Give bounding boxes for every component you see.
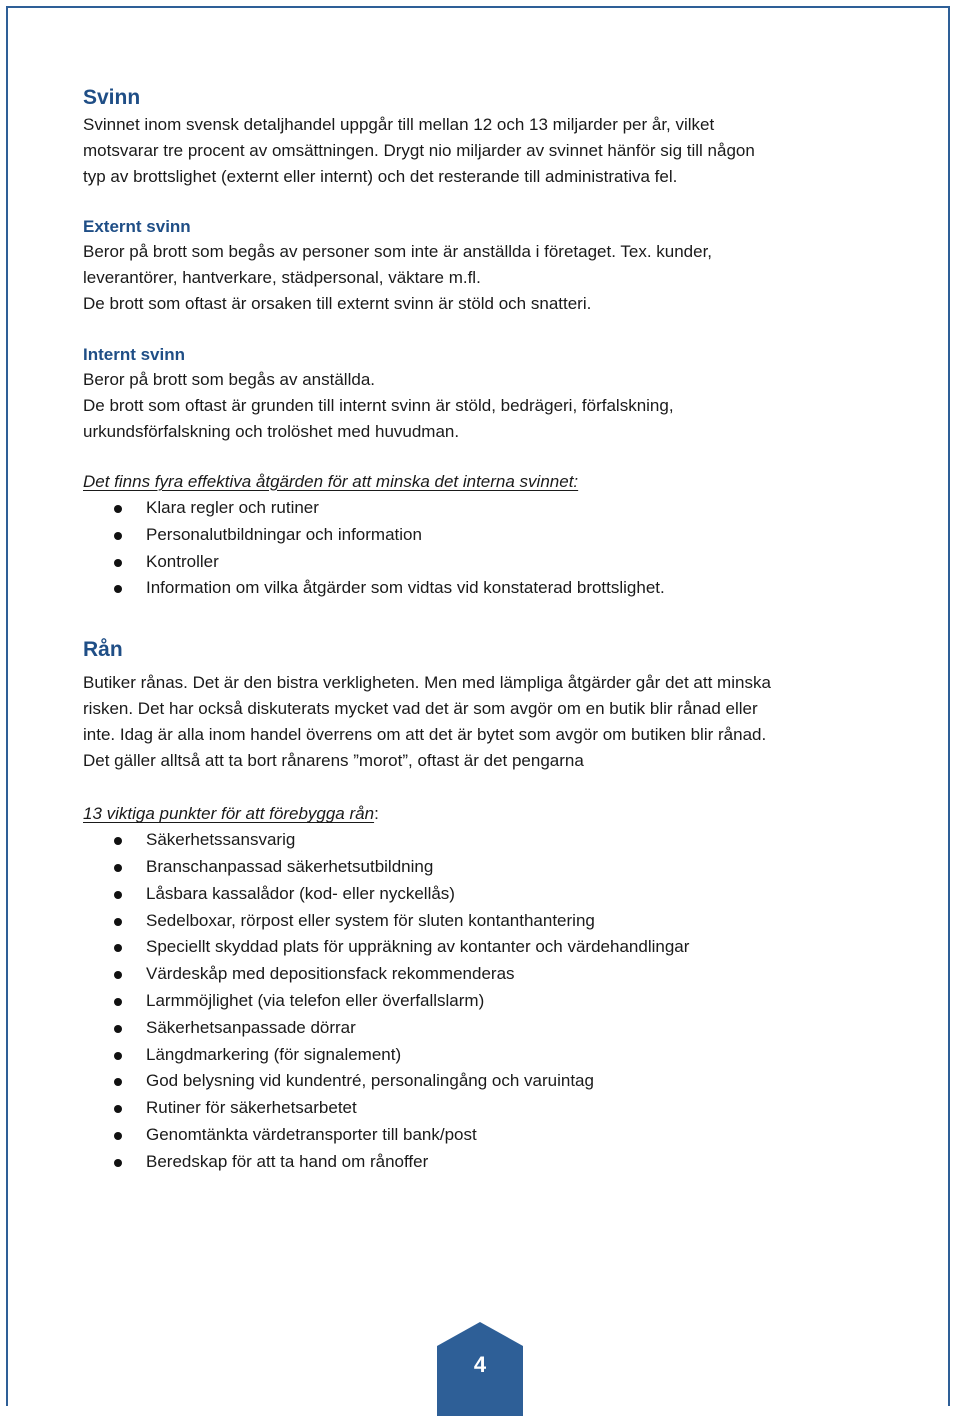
bullet-icon xyxy=(114,944,122,952)
list-item: Längdmarkering (för signalement) xyxy=(83,1042,883,1069)
svinn-line-2: motsvarar tre procent av omsättningen. Drygt nio miljarder av svinnet hänför sig till någon xyxy=(83,141,755,160)
internt-line-3: urkundsförfalskning och trolöshet med huvudman. xyxy=(83,422,460,441)
bullet-icon xyxy=(114,998,122,1006)
list-item: Säkerhetsanpassade dörrar xyxy=(83,1015,883,1042)
list-item: Låsbara kassalådor (kod- eller nyckellås) xyxy=(83,881,883,908)
bullet-icon xyxy=(114,864,122,872)
points-intro-line xyxy=(83,801,883,827)
svinn-line-3: typ av brottslighet (externt eller internt) och det resterande till administrativa fel. xyxy=(83,167,678,186)
externt-line-3: De brott som oftast är orsaken till externt svinn är stöld och snatteri. xyxy=(83,294,592,313)
page-number-badge xyxy=(437,1322,523,1416)
measures-list xyxy=(83,495,883,602)
list-item: Klara regler och rutiner xyxy=(83,495,883,522)
bullet-icon xyxy=(114,585,122,593)
bullet-icon xyxy=(114,1078,122,1086)
ran-line-3: inte. Idag är alla inom handel överrens om att det är bytet som avgör om butiken blir rånad. xyxy=(83,725,767,745)
bullet-icon xyxy=(114,1159,122,1167)
list-item: Personalutbildningar och information xyxy=(83,522,883,549)
ran-line-2: risken. Det har också diskuterats mycket vad det är som avgör om en butik blir rånad eller xyxy=(83,699,758,719)
list-item: Säkerhetssansvarig xyxy=(83,827,883,854)
list-item: Branschanpassad säkerhetsutbildning xyxy=(83,854,883,881)
document-body xyxy=(83,84,883,1176)
bullet-icon xyxy=(114,918,122,926)
list-item: Beredskap för att ta hand om rånoffer xyxy=(83,1149,883,1176)
ran-line-1: Butiker rånas. Det är den bistra verkligheten. Men med lämpliga åtgärder går det att minska xyxy=(83,673,771,693)
ran-line-4: Det gäller alltså att ta bort rånarens ”morot”, oftast är det pengarna xyxy=(83,751,584,771)
internt-line-1: Beror på brott som begås av anställda. xyxy=(83,370,375,389)
points-intro-colon: : xyxy=(374,804,379,824)
list-item: God belysning vid kundentré, personalingång och varuintag xyxy=(83,1068,883,1095)
bullet-icon xyxy=(114,1105,122,1113)
heading-ran: Rån xyxy=(83,638,123,662)
list-item: Information om vilka åtgärder som vidtas vid konstaterad brottslighet. xyxy=(83,575,883,602)
points-intro: 13 viktiga punkter för att förebygga rån xyxy=(83,804,375,824)
bullet-icon xyxy=(114,559,122,567)
bullet-icon xyxy=(114,1052,122,1060)
bullet-icon xyxy=(114,1132,122,1140)
list-item: Speciellt skyddad plats för uppräkning av kontanter och värdehandlingar xyxy=(83,934,883,961)
list-item: Larmmöjlighet (via telefon eller överfallslarm) xyxy=(83,988,883,1015)
list-item: Sedelboxar, rörpost eller system för sluten kontanthantering xyxy=(83,908,883,935)
list-item: Kontroller xyxy=(83,549,883,576)
list-item: Rutiner för säkerhetsarbetet xyxy=(83,1095,883,1122)
heading-svinn: Svinn xyxy=(83,86,141,109)
bullet-icon xyxy=(114,1025,122,1033)
bullet-icon xyxy=(114,971,122,979)
list-item: Värdeskåp med depositionsfack rekommenderas xyxy=(83,961,883,988)
svinn-line-1: Svinnet inom svensk detaljhandel uppgår till mellan 12 och 13 miljarder per år, vilket xyxy=(83,115,715,134)
bullet-icon xyxy=(114,891,122,899)
externt-line-2: leverantörer, hantverkare, städpersonal, väktare m.fl. xyxy=(83,268,481,287)
bullet-icon xyxy=(114,505,122,513)
externt-line-1: Beror på brott som begås av personer som inte är anställda i företaget. Tex. kunder, xyxy=(83,242,713,261)
internt-line-2: De brott som oftast är grunden till internt svinn är stöld, bedrägeri, förfalskning, xyxy=(83,396,674,415)
heading-externt-svinn: Externt svinn xyxy=(83,217,191,236)
page-number: 4 xyxy=(473,1352,487,1377)
heading-internt-svinn: Internt svinn xyxy=(83,345,186,364)
list-item: Genomtänkta värdetransporter till bank/post xyxy=(83,1122,883,1149)
points-list xyxy=(83,827,883,1175)
measures-intro: Det finns fyra effektiva åtgärden för att minska det interna svinnet: xyxy=(83,472,579,491)
bullet-icon xyxy=(114,837,122,845)
bullet-icon xyxy=(114,532,122,540)
